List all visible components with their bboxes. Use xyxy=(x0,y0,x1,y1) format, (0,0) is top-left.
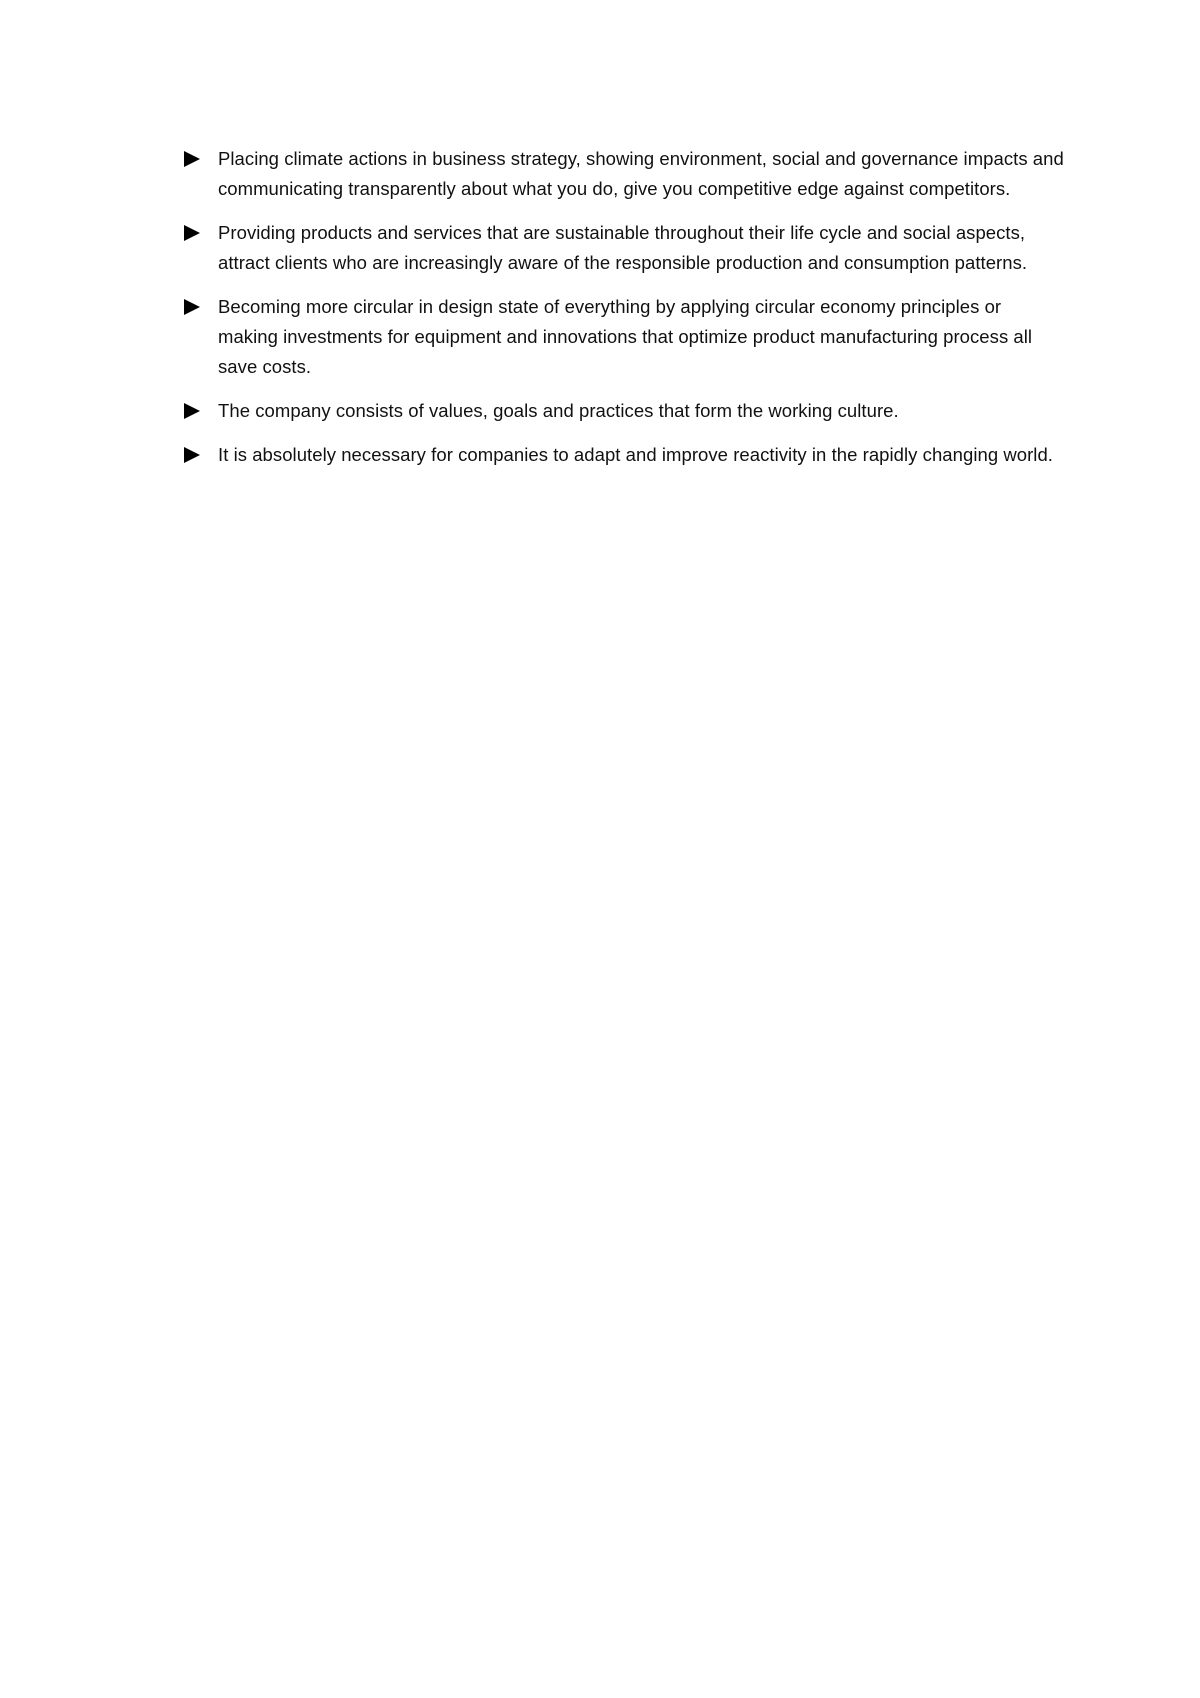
arrow-right-icon xyxy=(184,403,200,419)
list-item xyxy=(184,292,1064,382)
list-item xyxy=(184,440,1064,470)
arrow-right-icon xyxy=(184,299,200,315)
bullet-text: The company consists of values, goals and practices that form the working culture. xyxy=(218,400,899,421)
bullet-text: Becoming more circular in design state of everything by applying circular economy principles or making investments for equipment and innovations that optimize product manufacturing process all save costs. xyxy=(218,296,1033,377)
bullet-list xyxy=(184,144,1064,484)
arrow-right-icon xyxy=(184,151,200,167)
bullet-text: It is absolutely necessary for companies to adapt and improve reactivity in the rapidly changing world. xyxy=(218,444,1053,465)
arrow-right-icon xyxy=(184,447,200,463)
arrow-right-icon xyxy=(184,225,200,241)
list-item xyxy=(184,396,1064,426)
list-item xyxy=(184,144,1064,204)
list-item xyxy=(184,218,1064,278)
bullet-text: Placing climate actions in business strategy, showing environment, social and governance impacts and communicating transparently about what you do, give you competitive edge against competitors. xyxy=(218,148,1064,199)
bullet-text: Providing products and services that are sustainable throughout their life cycle and social aspects, attract clients who are increasingly aware of the responsible production and consumption patterns. xyxy=(218,222,1028,273)
